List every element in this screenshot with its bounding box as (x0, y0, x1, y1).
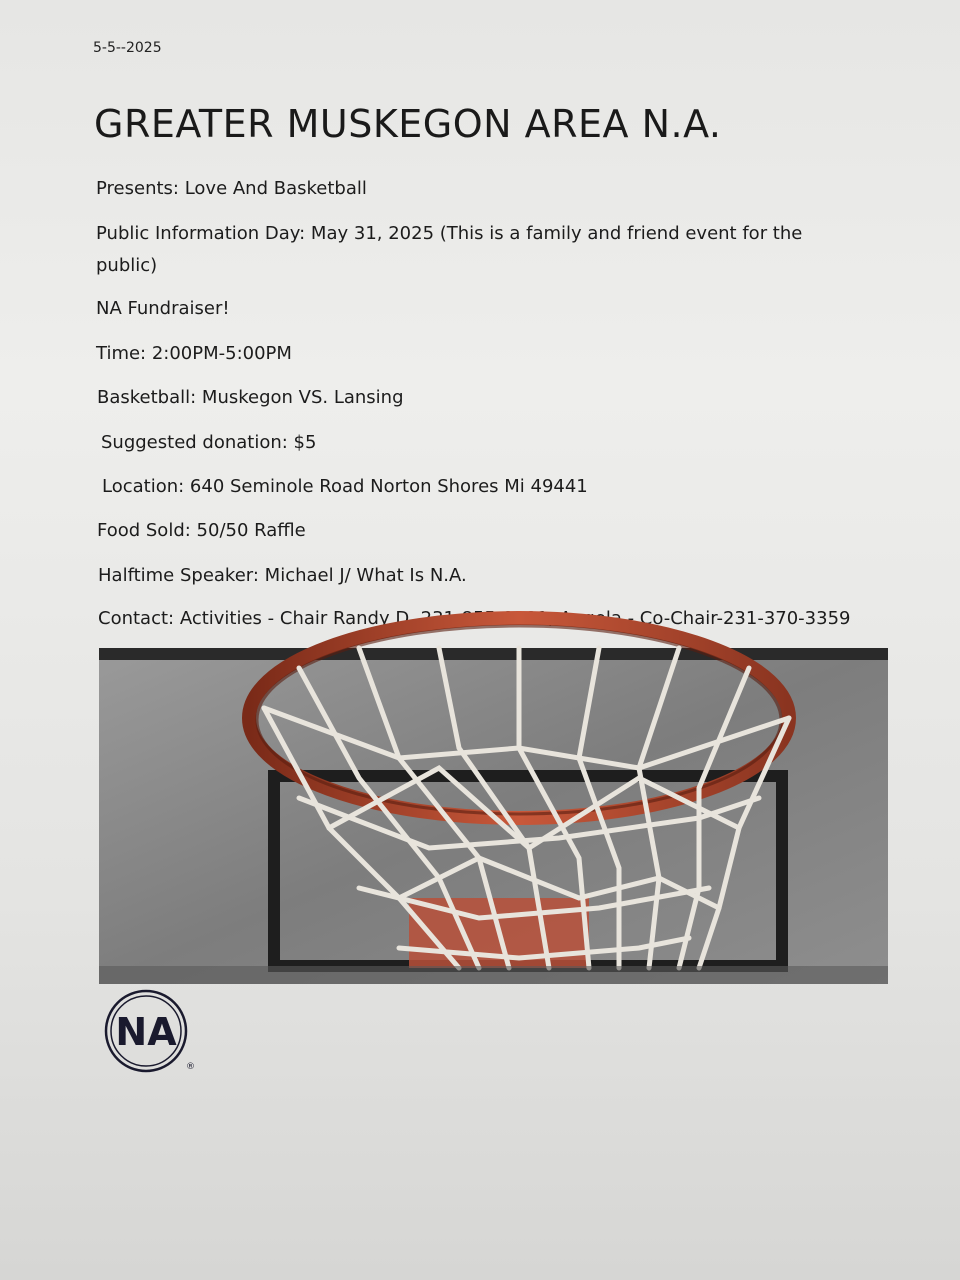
food-line: Food Sold: 50/50 Raffle (97, 520, 306, 541)
flyer-date: 5-5--2025 (93, 40, 162, 56)
contact-line: Contact: Activities - Chair Randy D. 231-855-0381, Angela - Co-Chair-231-370-3359 (98, 608, 851, 629)
presents-line: Presents: Love And Basketball (96, 178, 367, 199)
na-logo-icon (102, 995, 194, 1073)
fundraiser-line: NA Fundraiser! (96, 298, 230, 319)
public-info-line: Public Information Day: May 31, 2025 (This is a family and friend event for the public) (96, 223, 803, 276)
basketball-hoop-photo (99, 648, 888, 984)
na-logo (102, 995, 194, 1073)
location-line: Location: 640 Seminole Road Norton Shores Mi 49441 (102, 476, 588, 497)
speaker-line: Halftime Speaker: Michael J/ What Is N.A. (98, 565, 467, 586)
basketball-hoop-illustration (99, 648, 888, 984)
registered-mark: ® (186, 1062, 195, 1072)
basketball-line: Basketball: Muskegon VS. Lansing (97, 387, 404, 408)
flyer-title: GREATER MUSKEGON AREA N.A. (94, 102, 722, 146)
donation-line: Suggested donation: $5 (101, 432, 317, 453)
na-logo-text: NA (115, 1010, 177, 1054)
time-line: Time: 2:00PM-5:00PM (96, 343, 292, 364)
